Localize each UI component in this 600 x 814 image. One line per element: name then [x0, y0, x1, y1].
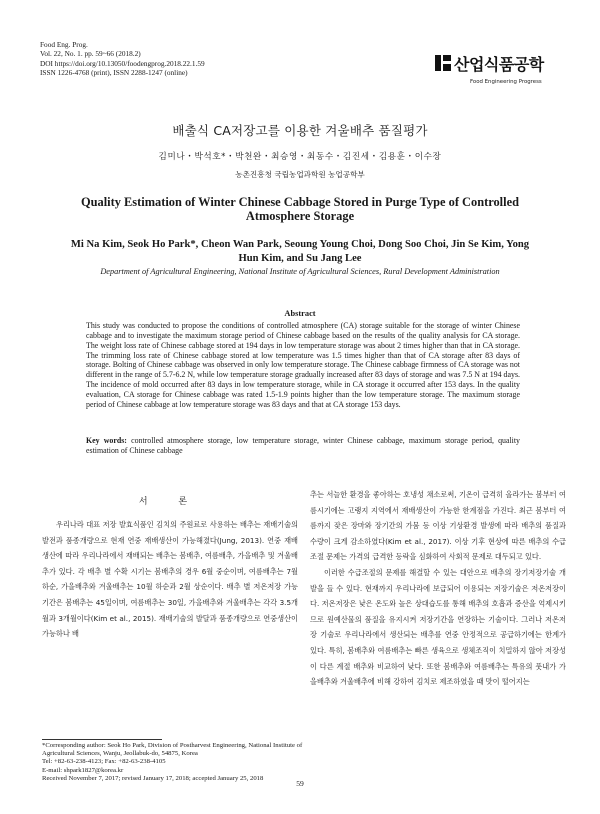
abstract-text: This study was conducted to propose the conditions of controlled atmosphere (CA) storage suitable for the storage of winter Chinese cabbage and to investigate the maximum storage period of Chinese cabbage based on the results of the quality analysis for CA storage. The weight loss rate of Chinese cabbage stored at 194 days in low temperature storage was about 2 times higher than that in CA storage. The trimming loss rate of Chinese cabbage stored at low temperature was 1.5 times higher than that of CA storage after 83 days of storage. Bolting of Chinese cabbage was observed in only low temperature storage. The Chinese cabbage firmness of CA storage was not different in the range of 5.7-6.2 N, while low temperature storage gradually increased after 83 days of storage and was 7.5 N at 194 days. The incidence of mold occurred after 83 days in low temperature storage, while in CA storage it occurred after 153 days. In the quality evaluation, CA storage for Chinese cabbage was rated 1.5-1.9 points higher than the low temperature storage. The maximum storage period of Chinese cabbage at low temperature storage was 83 days and that at CA storage 153 days.: [86, 321, 520, 409]
footnote-corresponding: *Corresponding author: Seok Ho Park, Division of Postharvest Engineering, National Institute of Agricultural Sciences, Wanju, Jeollabuk-do, 54875, Korea: [42, 742, 303, 758]
logo-subtitle: Food Engineering Progress: [470, 79, 542, 85]
left-paragraph-1: 우리나라 대표 저장 발효식품인 김치의 주원료로 사용하는 배추는 재배기술의 발전과 품종개량으로 현재 연중 재배생산이 가능해졌다(Jung, 2013). 연중 재배생산에 따라 우리나라에서 재배되는 배추는 봄배추, 여름배추, 가을배추 및 겨울배추가 있다. 각 배추 별 수확 시기는 봄배추의 경우 6월 중순이며, 여름배추는 7월 하순, 가을배추와 겨울배추는 10월 하순과 2월 상순이다. 배추 별 저온저장 가능기간은 봄배추는 45일이며, 여름배추는 30일, 가을배추와 겨울배추는 각각 3.5개월과 3개월이다(Kim et al., 2015). 재배기술의 발달과 품종개량으로 연중생산이 가능하나 배: [42, 520, 298, 639]
english-affiliation: Department of Agricultural Engineering, National Institute of Agricultural Sciences, Rural Development Administration: [100, 267, 500, 276]
journal-issn: ISSN 1226-4768 (print), ISSN 2288-1247 (online): [40, 68, 188, 78]
footnote-received: Received November 7, 2017; revised January 17, 2018; accepted January 25, 2018: [42, 774, 264, 782]
section-heading-introduction: 서 론: [138, 497, 202, 507]
journal-volume: Vol. 22, No. 1. pp. 59~66 (2018.2): [40, 49, 141, 59]
abstract-heading: Abstract: [284, 309, 316, 318]
journal-logo: [430, 52, 558, 94]
right-paragraph-2: 이러한 수급조절의 문제를 해결할 수 있는 대안으로 배추의 장기저장기술 개발을 들 수 있다. 현재까지 우리나라에 보급되어 이용되는 저장기술은 저온저장이다. 저온저장은 낮은 온도와 높은 상대습도를 통해 배추의 호흡과 증산을 억제시키므로 원예산물의 품질을 유지시켜 저장기간을 연장하는 기술이다. 그러나 저온저장 기술로 우리나라에서 생산되는 배추를 연중 안정적으로 공급하기에는 한계가 있다. 특히, 봄배추와 여름배추는 빠른 생육으로 생체조직이 치밀하지 않아 저장성이 다른 계절 배추와 비교하여 낮다. 또한 봄배추와 여름배추는 특유의 풋내가 가을배추와 겨울배추에 비해 강하여 김치로 제조하였을 때 맛이 떨어지는: [310, 567, 566, 687]
logo-title: 산업식품공학: [454, 55, 544, 74]
keywords-label: Key words:: [86, 436, 127, 445]
journal-doi[interactable]: DOI https://doi.org/10.13050/foodengprog.2018.22.1.59: [40, 58, 205, 68]
page-number: 59: [296, 779, 304, 788]
right-column: [310, 487, 566, 690]
journal-metadata: [40, 40, 320, 78]
korean-affiliation: 농촌진흥청 국립농업과학원 농업공학부: [235, 170, 365, 179]
korean-authors: 김미나・박석호*・박천완・최승영・최동수・김진세・김용훈・이수장: [158, 152, 442, 162]
english-authors: Mi Na Kim, Seok Ho Park*, Cheon Wan Park, Seoung Young Choi, Dong Soo Choi, Jin Se Kim, Yong Hun Kim, and Su Jang Lee: [70, 239, 530, 264]
keywords: [86, 436, 520, 456]
logo-mark-icon: [434, 54, 452, 72]
footnote-rule: [42, 739, 162, 740]
keywords-text: controlled atmosphere storage, low temperature storage, winter Chinese cabbage, maximum storage period, quality estimation of Chinese cabbage: [86, 436, 520, 455]
journal-name: Food Eng. Prog.: [40, 40, 88, 49]
right-paragraph-1: 추는 서늘한 환경을 좋아하는 호냉성 채소로써, 기온이 급격히 올라가는 봄부터 여름시기에는 고랭지 지역에서 재배생산이 가능한 한계점을 가진다. 최근 봄부터 여름까지 잦은 장마와 장기간의 가뭄 등 이상 기상환경 발생에 따라 배추의 품질과 수량이 크게 감소하였다(Kim et al., 2017). 이상 기후 현상에 따른 배추의 수급조절 문제는 가격의 급격한 등락을 심화하여 사회적 문제로 대두되고 있다.: [310, 490, 566, 562]
korean-title: 배출식 CA저장고를 이용한 겨울배추 품질평가: [172, 123, 428, 138]
english-title: Quality Estimation of Winter Chinese Cabbage Stored in Purge Type of Controlled Atmosphere Storage: [81, 195, 519, 224]
footnote: [42, 742, 304, 783]
footnote-email[interactable]: E-mail: shpark1827@korea.kr: [42, 766, 124, 774]
footnote-tel: Tel: +82-63-238-4123; Fax: +82-63-238-4105: [42, 758, 166, 766]
left-column: [42, 517, 298, 642]
